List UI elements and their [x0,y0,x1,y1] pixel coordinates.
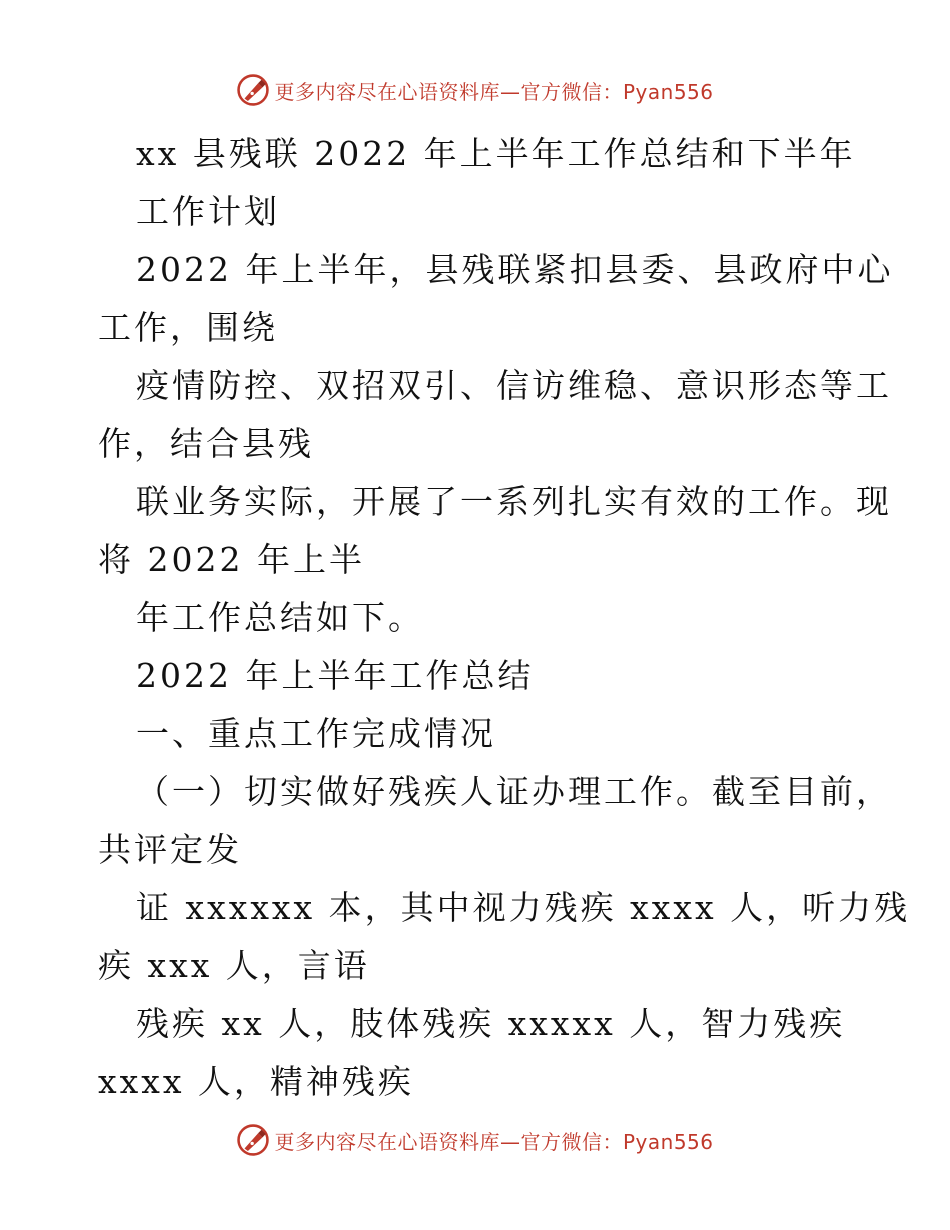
text-line: 2022 年上半年工作总结 [136,656,534,695]
text-line: 年工作总结如下。 [136,598,424,637]
document-body [98,125,911,1111]
footer-banner [0,1120,950,1160]
text-line: 工作，围绕 [98,308,278,347]
text-line: 一、重点工作完成情况 [136,714,496,753]
text-line: 共评定发 [98,830,242,869]
text-line: 残疾 xx 人，肢体残疾 xxxxx 人，智力残疾 [136,1004,846,1043]
wechat-id: Pyan556 [622,1129,714,1154]
text-line: xx 县残联 2022 年上半年工作总结和下半年 [136,134,856,173]
text-line: 将 2022 年上半 [98,540,365,579]
text-line: 疾 xxx 人，言语 [98,946,370,985]
text-line: 工作计划 [136,192,280,231]
text-line: 作，结合县残 [98,424,314,463]
text-line: xxxx 人，精神残疾 [98,1062,414,1101]
text-line: 2022 年上半年，县残联紧扣县委、县政府中心 [136,250,894,289]
header-banner [0,70,950,110]
pen-nib-logo-icon [236,1123,270,1157]
text-line: （一）切实做好残疾人证办理工作。截至目前， [136,772,892,811]
text-line: 疫情防控、双招双引、信访维稳、意识形态等工 [136,366,892,405]
wechat-id: Pyan556 [622,79,714,104]
text-line: 证 xxxxxx 本，其中视力残疾 xxxx 人，听力残 [136,888,911,927]
banner-text: 更多内容尽在心语资料库—官方微信：Pyan556 [274,1129,714,1154]
text-line: 联业务实际，开展了一系列扎实有效的工作。现 [136,482,892,521]
banner-text: 更多内容尽在心语资料库—官方微信：Pyan556 [274,79,714,104]
pen-nib-logo-icon [236,73,270,107]
